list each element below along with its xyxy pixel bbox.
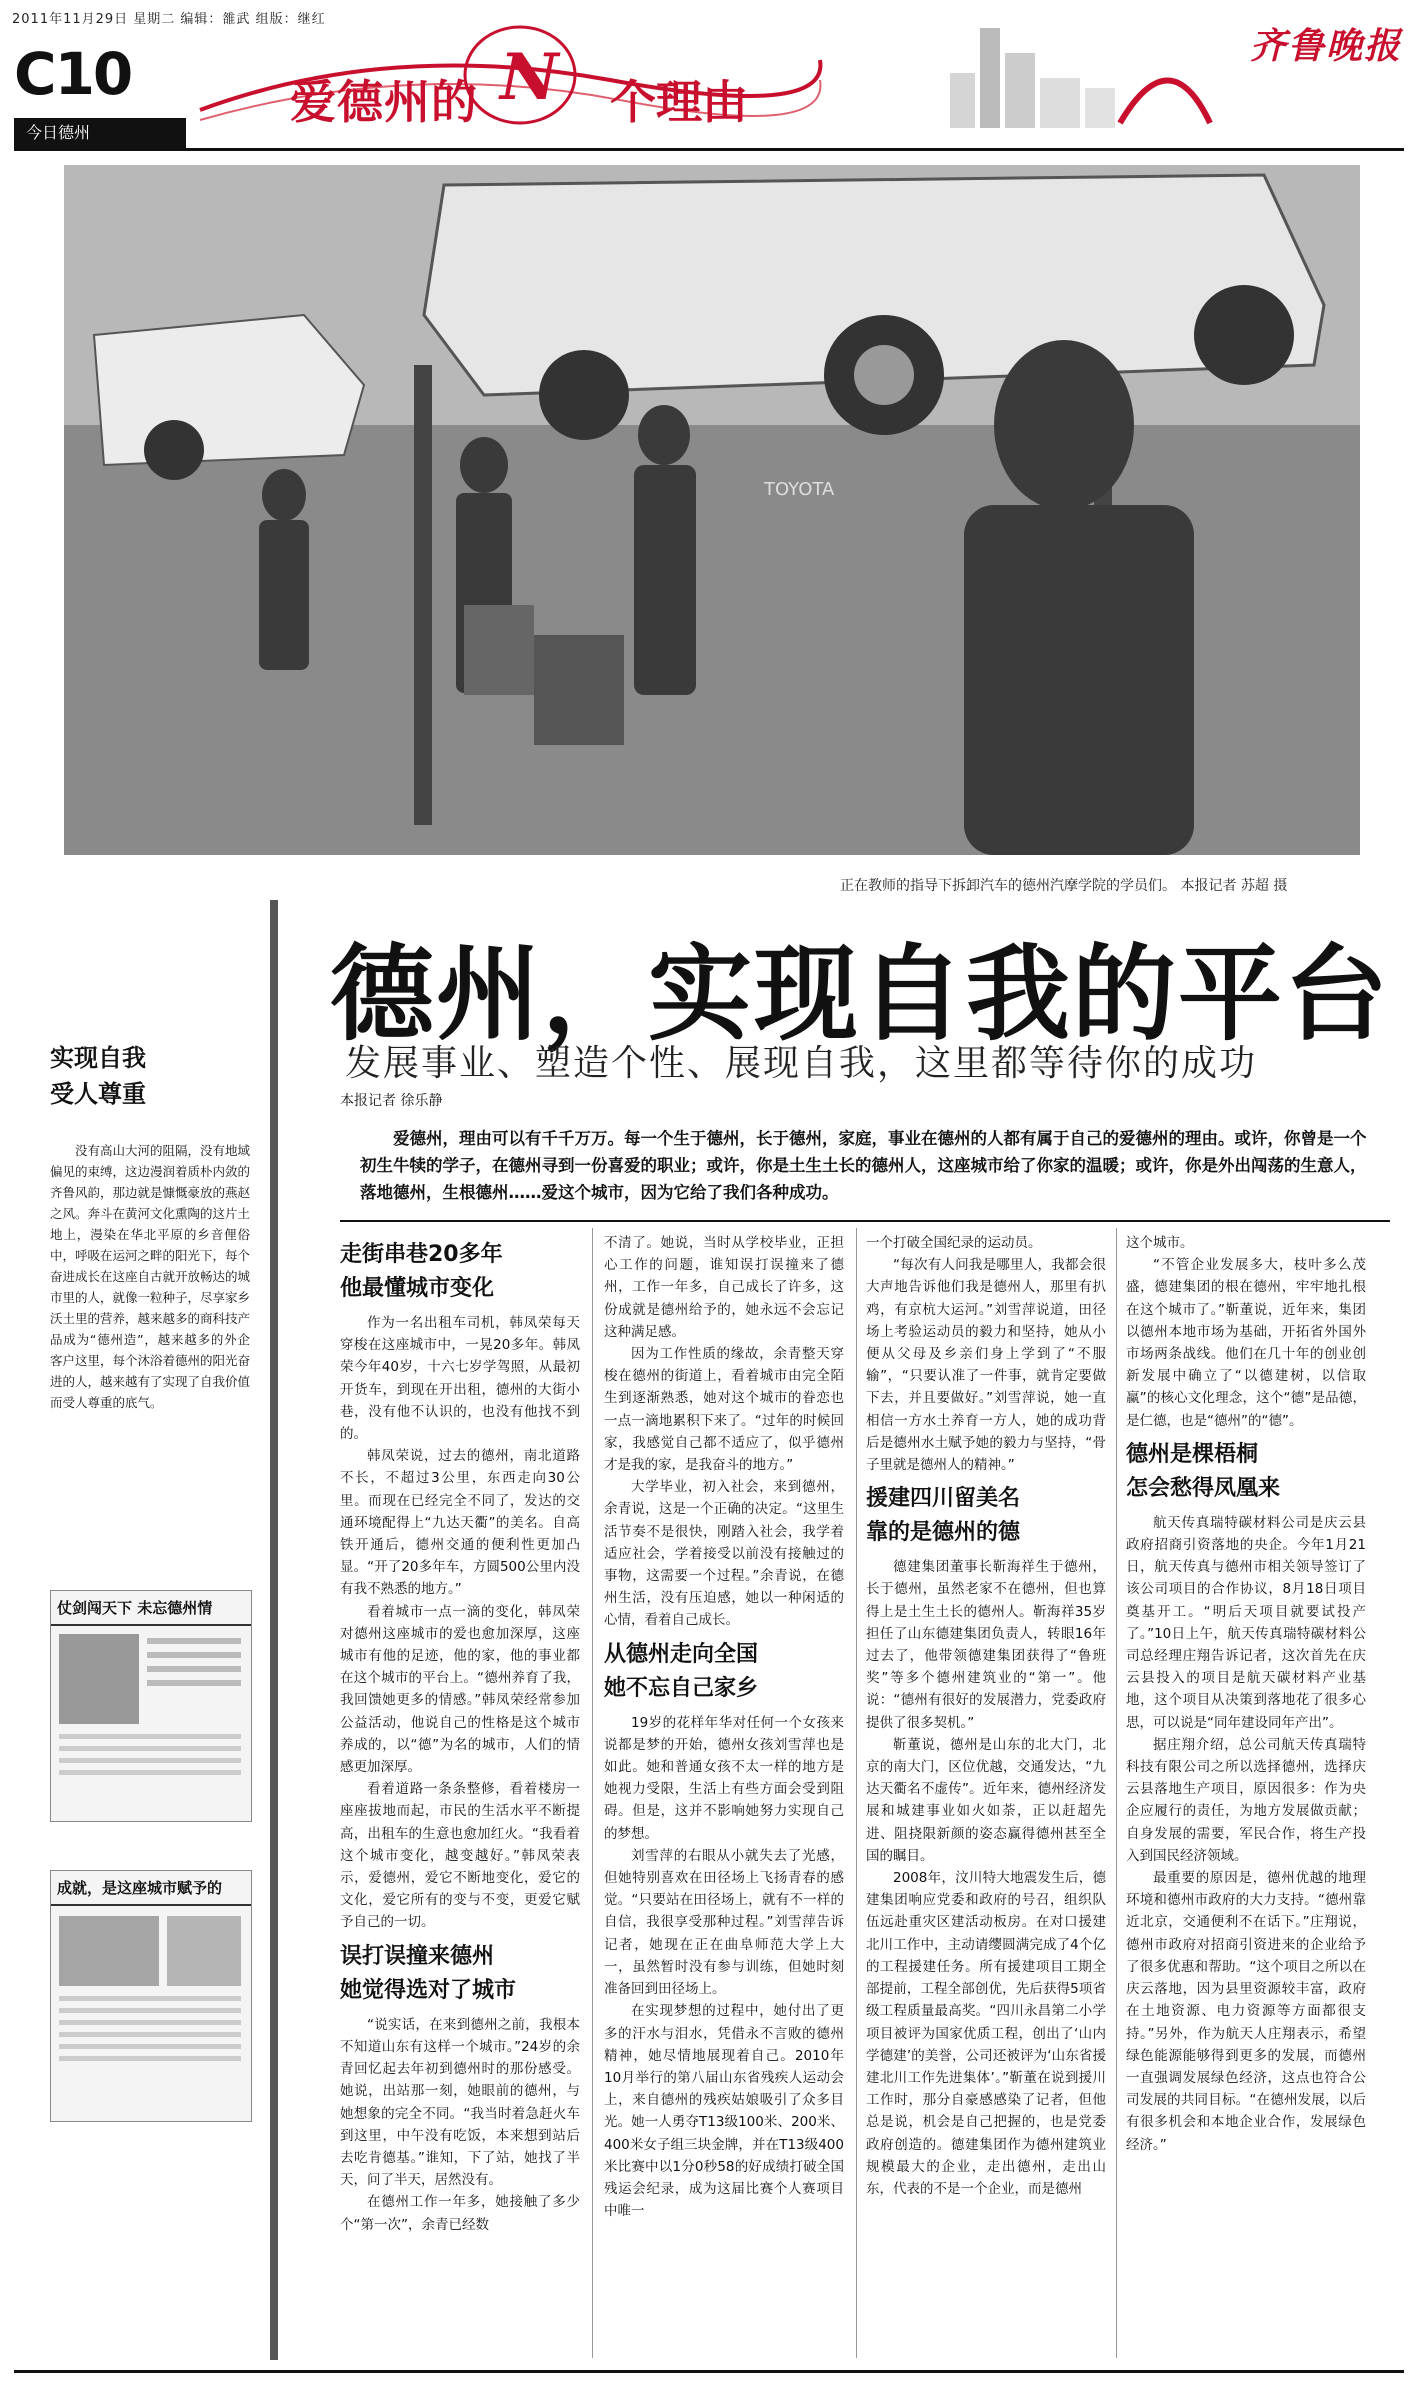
thumbnail-title: 成就，是这座城市赋予的 [51,1871,251,1906]
sidebar-heading [50,1040,146,1112]
column-divider [592,1228,593,2358]
paragraph: “不管企业发展多大，枝叶多么茂盛，德建集团的根在德州，牢牢地扎根在这个城市了。”靳董说，近年来，集团以德州本地市场为基础，开拓省外国外市场两条战线。他们在几十年的创业创新发展中确立了“以德建树，以信取赢”的核心文化理念，这个“德”是品德，是仁德，也是“德州”的“德”。 [1126,1257,1366,1429]
paragraph: 在德州工作一年多，她接触了多少个“第一次”，余青已经数 [340,2194,580,2233]
thumbnail-title: 仗剑闯天下 未忘德州情 [51,1591,251,1626]
paragraph: 看着城市一点一滴的变化，韩凤荣对德州这座城市的爱也愈加深厚，这座城市有他的足迹，他的家，他的事业都在这个城市的平台上。“德州养育了我，我回馈她更多的情感。”韩凤荣经常参加公益活动，他说自己的性格是这个城市养成的，以“德”为名的城市，人们的情感更加深厚。 [340,1603,580,1776]
section-heading-line: 她不忘自己家乡 [604,1675,759,1701]
sidebar-heading-line1: 实现自我 [50,1044,146,1072]
section-heading [1126,1438,1366,1506]
article-column-3 [866,1232,1106,2200]
thumbnail-image-icon [51,1906,249,2106]
article-lead: 爱德州，理由可以有千千万万。每一个生于德州，长于德州，家庭，事业在德州的人都有属于自己的爱德州的理由。或许，你曾是一个初生牛犊的学子，在德州寻到一份喜爱的职业；或许，你是土生土长的德州人，这座城市给了你家的温暖；或许，你是外出闯荡的生意人，落地德州，生根德州……爱这个城市，因为它给了我们各种成功。 [360,1129,1367,1202]
section-heading-line: 走街串巷20多年 [340,1242,503,1267]
footer-rule [14,2370,1404,2373]
newspaper-logo: 齐鲁晚报 [1250,25,1403,67]
photo-icon [64,165,1360,855]
paragraph: 不清了。她说，当时从学校毕业，正担心工作的问题，谁知误打误撞来了德州，工作一年多，自己成长了许多，这份成就是德州给予的，她永远不会忘记这种满足感。 [604,1235,844,1340]
paragraph: 韩凤荣说，过去的德州，南北道路不长，不超过3公里，东西走向30公里。而现在已经完全不同了，发达的交通环境配得上“九达天衢”的美名。自高铁开通后，德州交通的便利性更加凸显。“开了20多年车，方圆500公里内没有我不熟悉的地方。” [340,1448,580,1598]
article-column-4 [1126,1232,1366,2156]
paragraph: 在实现梦想的过程中，她付出了更多的汗水与泪水，凭借永不言败的德州精神，她尽情地展现着自己。2010年10月举行的第八届山东省残疾人运动会上，来自德州的残疾姑娘吸引了众多目光。她一人勇夺T13级100米、200米、400米女子组三块金牌，并在T13级400米比赛中以1分0秒58的好成绩打破全国残运会纪录，成为这届比赛个人赛项目中唯一 [604,2003,844,2220]
sidebar-heading-line2: 受人尊重 [50,1080,146,1108]
paragraph: 作为一名出租车司机，韩凤荣每天穿梭在这座城市中，一晃20多年。韩凤荣今年40岁，十六七岁学驾照，从最初开货车，到现在开出租，德州的大街小巷，没有他不认识的，也没有他找不到的。 [340,1315,580,1443]
article-headline: 德州，实现自我的平台 [330,933,1391,1055]
column-divider [1116,1228,1117,2358]
paragraph: 德建集团董事长靳海祥生于德州，长于德州，虽然老家不在德州，但也算得上是土生土长的德州人。靳海祥35岁担任了山东德建集团负责人，转眼16年过去了，他带领德建集团获得了“鲁班奖”等多个德州建筑业的“第一”。他说：“德州有很好的发展潜力，党委政府提供了很多契机。” [866,1559,1106,1731]
thumbnail-image-icon [51,1626,249,1806]
section-heading-line: 从德州走向全国 [604,1641,759,1667]
paragraph: 据庄翔介绍，总公司航天传真瑞特科技有限公司之所以选择德州，选择庆云县落地生产项目，原因很多：作为央企应履行的责任，为地方发展做贡献；自身发展的需要，军民合作，将生产投入到国民经济领域。 [1126,1736,1366,1864]
related-page-thumbnail-2[interactable] [50,1870,252,2122]
lead-rule [340,1220,1390,1222]
paragraph: “说实话，在来到德州之前，我根本不知道山东有这样一个城市。”24岁的余青回忆起去年初到德州时的那份感受。她说，出站那一刻，她眼前的德州，与她想象的完全不同。“我当时着急赶火车到这里，中午没有吃饭，本来想到站后去吃肯德基。”谁知，下了站，她找了半天，问了半天，居然没有。 [340,2016,580,2189]
paragraph: 这个城市。 [1126,1235,1194,1251]
section-heading-line: 她觉得选对了城市 [340,1977,517,2003]
banner-title: 爱德州的 [290,75,478,129]
banner-letter: N [500,40,559,115]
paragraph: 靳董说，德州是山东的北大门，北京的南大门，区位优越，交通发达，“九达天衢名不虚传”。近年来，德州经济发展和城建事业如火如荼，正以赶超先进、阻挠限新颜的姿态赢得德州甚至全国的瞩目。 [866,1736,1106,1864]
section-heading [340,1238,580,1306]
paragraph: 航天传真瑞特碳材料公司是庆云县政府招商引资落地的央企。今年1月21日，航天传真与德州市相关领导签订了该公司项目的合作协议，8月18日项目奠基开工。“明后天项目就要试投产了。”10日上午，航天传真瑞特碳材料公司总经理庄翔告诉记者，这次首先在庆云县投入的项目是航天碳材料产业基地，这个项目从决策到落地花了很多心思，可以说是“同年建设同年产出”。 [1126,1514,1366,1731]
paragraph: 因为工作性质的缘故，余青整天穿梭在德州的街道上，看着城市由完全陌生到逐渐熟悉，她对这个城市的眷恋也一点一滴地累积下来了。“过年的时候回家，我感觉自己都不适应了，似乎德州才是我的家，是我奋斗的地方。” [604,1346,844,1474]
dateline: 2011年11月29日 星期二 编辑：雒武 组版：继红 [12,12,326,27]
article-subhead: 发展事业、塑造个性、展现自我，这里都等待你的成功 [345,1043,1258,1084]
main-photo [64,165,1360,855]
paragraph: 2008年，汶川特大地震发生后，德建集团响应党委和政府的号召，组织队伍远赴重灾区建活动板房。在对口援建北川工作中，主动请缨圆满完成了4个亿的工程援建任务。所有援建项目工期全部提前，工程全部创优，先后获得5项省级工程质量最高奖。“四川永昌第二小学项目被评为国家优质工程，创出了‘山内学德建’的美誉，公司还被评为‘山东省援建北川工作先进集体’。”靳董在说到援川工作时，那分自豪感感染了记者，但他总是说，机会是自己把握的，也是党委政府创造的。德建集团作为德州建筑业规模最大的企业，走出德州，走出山东，代表的不是一个企业，而是德州 [866,1870,1106,2197]
sidebar-text: 没有高山大河的阻隔，没有地域偏见的束缚，这边漫润着质朴内敛的齐鲁风韵，那边就是慷慨豪放的燕赵之风。奔斗在黄河文化熏陶的这片土地上，漫染在华北平原的乡音俚俗中，呼吸在运河之畔的阳光下，每个奋进成长在这座自古就开放畅达的城市里的人，就像一粒种子，尽享家乡沃土里的营养，越来越多的商科技产品成为“德州造”，越来越多的外企客户这里，每个沐浴着德州的阳光奋进的人，越来越有了实现了自我价值而受人尊重的底气。 [50,1143,251,1410]
paragraph: “每次有人问我是哪里人，我都会很大声地告诉他们我是德州人，那里有扒鸡，有京杭大运河。”刘雪萍说道，田径场上考验运动员的毅力和坚持，她从小便从父母及乡亲们身上学到了“不服输”，“只要认准了一件事，就肯定要做下去，并且要做好。”刘雪萍说，她一直相信一方水土养育一方人，她的成功背后是德州水土赋予她的毅力与坚持，“骨子里就是德州人的精神。” [866,1257,1106,1474]
paragraph: 一个打破全国纪录的运动员。 [866,1235,1042,1251]
article-column-2 [604,1232,844,2222]
section-heading-line: 怎会愁得凤凰来 [1126,1475,1281,1501]
column-divider [856,1228,857,2358]
skyline-illustration [860,18,1220,133]
banner-tail: 个理由 [610,75,748,129]
related-page-thumbnail-1[interactable] [50,1590,252,1822]
page-number: C10 [14,40,132,108]
photo-caption: 正在教师的指导下拆卸汽车的德州汽摩学院的学员们。 本报记者 苏超 摄 [840,878,1288,894]
paragraph: 19岁的花样年华对任何一个女孩来说都是梦的开始，德州女孩刘雪萍也是如此。她和普通女孩不太一样的地方是她视力受限，生活上有些方面会受到阻碍。但是，这并不影响她努力实现自己的梦想。 [604,1714,844,1842]
section-heading [866,1482,1106,1550]
photo-brand-text: TOYOTA [764,479,835,500]
section-heading [340,1940,580,2008]
section-heading [604,1638,844,1706]
section-heading-line: 援建四川留美名 [866,1486,1021,1512]
paragraph: 看着道路一条条整修，看着楼房一座座拔地而起，市民的生活水平不断提高，出租车的生意也愈加红火。“我看着这个城市变化，越变越好。”韩凤荣表示，爱德州，爱它不断地变化，爱它的文化，爱它所有的变与不变，更爱它赋予自己的一切。 [340,1781,580,1931]
header-rule [14,148,1404,151]
section-heading-line: 靠的是德州的德 [866,1520,1021,1546]
paragraph: 最重要的原因是，德州优越的地理环境和德州市政府的大力支持。“德州靠近北京，交通便利不在话下。”庄翔说，德州市政府对招商引资进来的企业给予了很多优惠和帮助。“这个项目之所以在庆云落地，因为县里资源较丰富，政府在土地资源、电力资源等方面都很支持。”另外，作为航天人庄翔表示，希望绿色能源能够得到更多的发展，而德州一直强调发展绿色经济，这点也符合公司发展的共同目标。“在德州发展，以后有很多机会和本地企业合作，发展绿色经济。” [1126,1870,1366,2153]
sidebar-divider [270,900,278,2360]
section-heading-line: 误打误撞来德州 [340,1943,495,1969]
section-heading-line: 德州是棵梧桐 [1126,1441,1259,1467]
section-heading-line: 他最懂城市变化 [340,1276,495,1301]
paragraph: 大学毕业，初入社会，来到德州，余青说，这是一个正确的决定。“这里生活节奏不是很快，刚踏入社会，我学着适应社会，学着接受以前没有接触过的事物，这需要一个过程。”余青说，在德州生活，没有压迫感，她以一种闲适的心情，看着自己成长。 [604,1479,844,1629]
paragraph: 刘雪萍的右眼从小就失去了光感，但她特别喜欢在田径场上飞扬青春的感觉。“只要站在田径场上，就有不一样的自信，我很享受那种过程。”刘雪萍告诉记者，她现在正在曲阜师范大学上大一，虽然暂时没有参与训练，但她时刻准备回到田径场上。 [604,1847,844,1998]
section-label: 今日德州 [14,118,186,148]
article-byline: 本报记者 徐乐静 [340,1093,443,1109]
article-column-1 [340,1232,580,2236]
